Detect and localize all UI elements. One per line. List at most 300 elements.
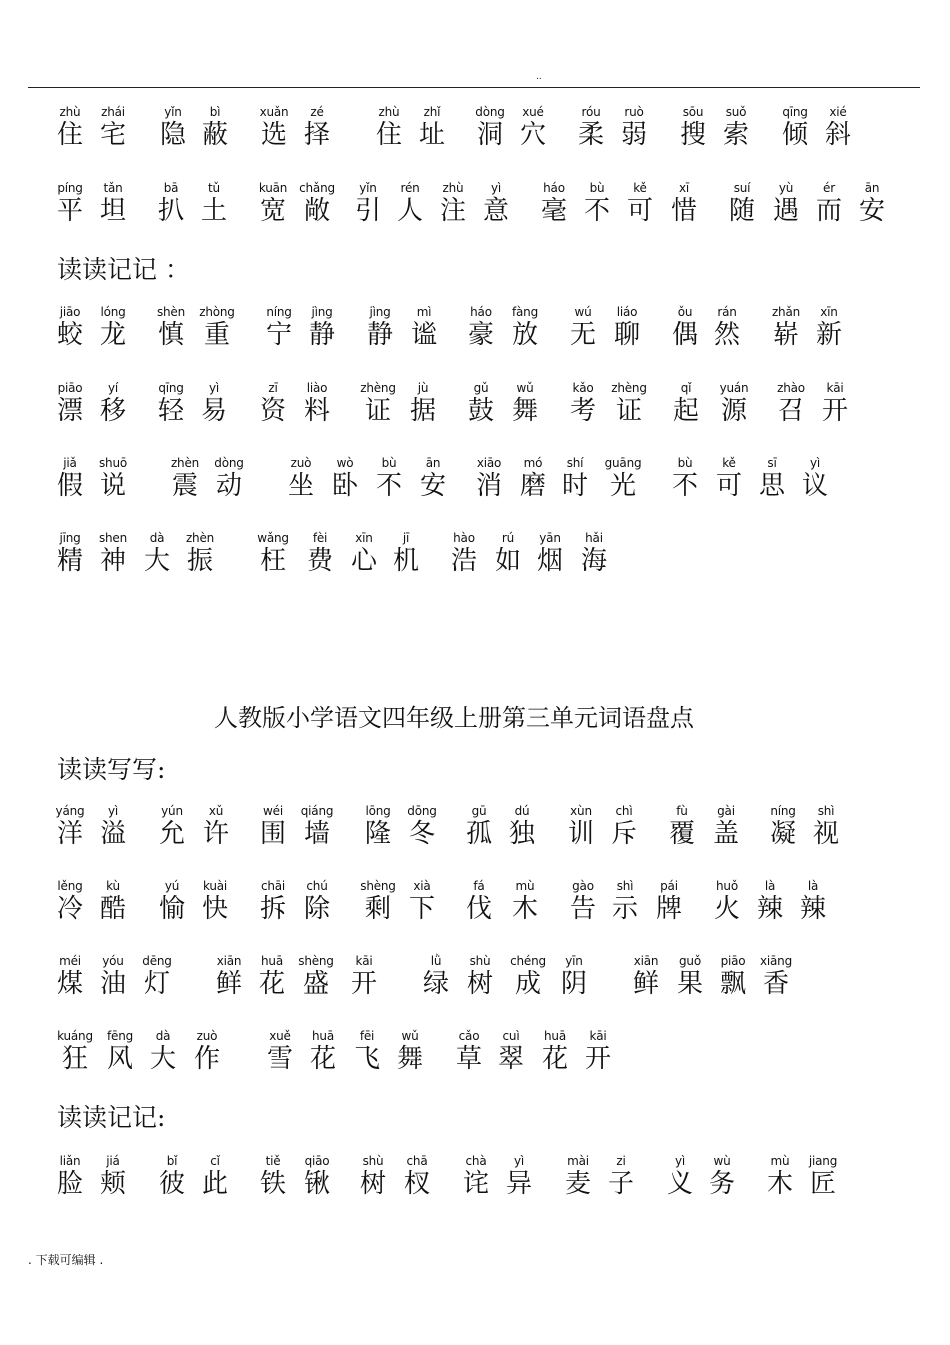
pinyin: zhǎn	[771, 305, 801, 319]
hanzi: 住	[56, 120, 83, 150]
char-cell	[511, 104, 555, 150]
char-cell	[401, 380, 445, 426]
char-cell	[193, 104, 237, 150]
pinyin: qǐ	[680, 381, 692, 395]
hanzi: 舞	[511, 396, 538, 426]
char-cell	[758, 1153, 802, 1199]
hanzi: 诧	[462, 1169, 489, 1199]
pinyin: píng	[57, 181, 83, 195]
pinyin: chú	[306, 879, 328, 893]
char-cell	[207, 953, 251, 999]
char-cell	[91, 304, 135, 350]
char-cell	[500, 803, 544, 849]
hanzi: 倾	[781, 120, 808, 150]
char-cell	[553, 455, 597, 501]
char-cell	[207, 455, 251, 501]
char-cell	[459, 304, 503, 350]
char-cell	[48, 455, 92, 501]
unit-title: 人教版小学语文四年级上册第三单元词语盘点	[214, 704, 694, 732]
char-cell	[764, 180, 808, 226]
pinyin: zé	[310, 105, 324, 119]
hanzi: 遇	[772, 196, 799, 226]
hanzi: 牌	[655, 894, 682, 924]
pinyin: liào	[306, 381, 328, 395]
pinyin: huǒ	[716, 879, 738, 893]
char-cell	[497, 1153, 541, 1199]
char-cell	[279, 455, 323, 501]
hanzi: 注	[439, 196, 466, 226]
char-cell	[91, 380, 135, 426]
pinyin: ǒu	[677, 305, 693, 319]
hanzi: 龙	[99, 320, 126, 350]
char-cell	[295, 803, 339, 849]
char-cell	[345, 1028, 389, 1074]
hanzi: 静	[308, 320, 335, 350]
pinyin: kù	[106, 879, 120, 893]
pinyin: xué	[522, 105, 544, 119]
hanzi: 告	[569, 894, 596, 924]
pinyin: tǎn	[103, 181, 123, 195]
char-cell	[705, 878, 749, 924]
char-cell	[195, 304, 239, 350]
char-cell	[658, 1153, 702, 1199]
pinyin: fēng	[106, 1029, 134, 1043]
pinyin: kāi	[826, 381, 844, 395]
pinyin: zhái	[101, 105, 125, 119]
hanzi: 聊	[613, 320, 640, 350]
pinyin: mài	[567, 1154, 589, 1168]
char-cell	[761, 803, 805, 849]
hanzi: 人	[396, 196, 423, 226]
char-cell	[295, 878, 339, 924]
hanzi: 大	[143, 546, 170, 576]
char-cell	[599, 1153, 643, 1199]
pinyin: lěng	[57, 879, 83, 893]
char-cell	[467, 455, 511, 501]
hanzi: 斜	[824, 120, 851, 150]
char-cell	[711, 953, 755, 999]
char-cell	[185, 1028, 229, 1074]
pinyin: yān	[539, 531, 561, 545]
pinyin: lǜ	[430, 954, 442, 968]
hanzi: 孤	[465, 819, 492, 849]
pinyin: mù	[770, 1154, 790, 1168]
char-cell	[707, 455, 751, 501]
pinyin: bù	[589, 181, 605, 195]
pinyin: kāi	[355, 954, 373, 968]
hanzi: 择	[303, 120, 330, 150]
char-cell	[813, 380, 857, 426]
char-cell	[474, 180, 518, 226]
pinyin: tiě	[265, 1154, 281, 1168]
hanzi: 慎	[157, 320, 184, 350]
hanzi: 草	[455, 1044, 482, 1074]
pinyin: yóu	[102, 954, 124, 968]
hanzi: 静	[366, 320, 393, 350]
hanzi: 弱	[620, 120, 647, 150]
pinyin: dú	[514, 804, 530, 818]
char-cell	[295, 180, 339, 226]
word-row	[0, 1028, 950, 1078]
pinyin: cuì	[502, 1029, 520, 1043]
hanzi: 风	[106, 1044, 133, 1074]
hanzi: 辣	[756, 894, 783, 924]
pinyin: níng	[266, 305, 292, 319]
pinyin: wò	[336, 456, 354, 470]
footer-note: . 下载可编辑 .	[28, 1253, 104, 1267]
pinyin: là	[764, 879, 776, 893]
hanzi: 然	[713, 320, 740, 350]
char-cell	[791, 878, 835, 924]
char-cell	[807, 180, 851, 226]
pinyin: xīn	[355, 531, 373, 545]
hanzi: 料	[303, 396, 330, 426]
pinyin: fèi	[312, 531, 328, 545]
pinyin: xī	[678, 181, 690, 195]
hanzi: 斥	[610, 819, 637, 849]
char-cell	[91, 878, 135, 924]
hanzi: 选	[260, 120, 287, 150]
char-cell	[251, 878, 295, 924]
char-cell	[178, 530, 222, 576]
hanzi: 神	[99, 546, 126, 576]
pinyin: chāi	[260, 879, 286, 893]
pinyin: wù	[713, 1154, 731, 1168]
char-cell	[569, 104, 613, 150]
char-cell	[251, 530, 295, 576]
hanzi: 杈	[403, 1169, 430, 1199]
char-cell	[342, 953, 386, 999]
pinyin: yù	[778, 181, 794, 195]
hanzi: 拆	[259, 894, 286, 924]
word-row	[0, 530, 950, 580]
char-cell	[150, 878, 194, 924]
hanzi: 木	[766, 1169, 793, 1199]
char-cell	[295, 380, 339, 426]
char-cell	[193, 1153, 237, 1199]
hanzi: 雪	[266, 1044, 293, 1074]
hanzi: 重	[203, 320, 230, 350]
char-cell	[149, 180, 193, 226]
pinyin: ér	[823, 181, 835, 195]
pinyin: jiang	[808, 1154, 838, 1168]
hanzi: 如	[494, 546, 521, 576]
char-cell	[618, 180, 662, 226]
hanzi: 鼓	[467, 396, 494, 426]
char-cell	[48, 304, 92, 350]
pinyin: piāo	[720, 954, 746, 968]
char-cell	[402, 304, 446, 350]
hanzi: 议	[801, 471, 828, 501]
pinyin: dōng	[407, 804, 437, 818]
char-cell	[664, 380, 708, 426]
char-cell	[793, 455, 837, 501]
hanzi: 蛟	[56, 320, 83, 350]
hanzi: 冷	[56, 894, 83, 924]
hanzi: 土	[200, 196, 227, 226]
pinyin: mì	[416, 305, 432, 319]
hanzi: 锹	[303, 1169, 330, 1199]
pinyin: piāo	[57, 381, 83, 395]
char-cell	[457, 803, 501, 849]
pinyin: qīng	[158, 381, 184, 395]
pinyin: ān	[864, 181, 880, 195]
char-cell	[300, 304, 344, 350]
char-cell	[192, 180, 236, 226]
char-cell	[91, 953, 135, 999]
hanzi: 洞	[476, 120, 503, 150]
pinyin: dēng	[142, 954, 172, 968]
pinyin: gǔ	[473, 381, 489, 395]
hanzi: 扒	[157, 196, 184, 226]
char-cell	[647, 878, 691, 924]
pinyin: yì	[513, 1154, 525, 1168]
pinyin: xuǎn	[259, 105, 289, 119]
word-row	[0, 104, 950, 154]
char-cell	[572, 530, 616, 576]
pinyin: bǐ	[166, 1154, 178, 1168]
pinyin: lóng	[100, 305, 126, 319]
pinyin: dòng	[214, 456, 244, 470]
pinyin: rén	[400, 181, 420, 195]
pinyin: xiān	[216, 954, 242, 968]
pinyin: jiāo	[59, 305, 81, 319]
char-cell	[601, 455, 645, 501]
pinyin: sōu	[682, 105, 704, 119]
hanzi: 允	[158, 819, 185, 849]
hanzi: 花	[309, 1044, 336, 1074]
char-cell	[414, 953, 458, 999]
pinyin: xiāo	[476, 456, 502, 470]
hanzi: 可	[715, 471, 742, 501]
pinyin: zhù	[442, 181, 464, 195]
char-cell	[754, 953, 798, 999]
hanzi: 易	[200, 396, 227, 426]
hanzi: 光	[609, 471, 636, 501]
char-cell	[559, 803, 603, 849]
char-cell	[612, 104, 656, 150]
char-cell	[489, 1028, 533, 1074]
pinyin: chā	[406, 1154, 428, 1168]
char-cell	[528, 530, 572, 576]
hanzi: 思	[758, 471, 785, 501]
pinyin: háo	[470, 305, 492, 319]
hanzi: 说	[99, 471, 126, 501]
hanzi: 坐	[287, 471, 314, 501]
pinyin: qiāo	[304, 1154, 330, 1168]
char-cell	[388, 180, 432, 226]
char-cell	[351, 1153, 395, 1199]
char-cell	[457, 878, 501, 924]
pinyin: wǔ	[401, 1029, 419, 1043]
char-cell	[714, 104, 758, 150]
pinyin: zhù	[378, 105, 400, 119]
pinyin: yǐn	[359, 181, 377, 195]
hanzi: 花	[258, 969, 285, 999]
hanzi: 宽	[259, 196, 286, 226]
hanzi: 可	[626, 196, 653, 226]
hanzi: 酷	[99, 894, 126, 924]
pinyin: zhèn	[185, 531, 215, 545]
hanzi: 枉	[259, 546, 286, 576]
pinyin: hǎi	[585, 531, 603, 545]
pinyin: gài	[717, 804, 735, 818]
pinyin: mù	[515, 879, 535, 893]
hanzi: 麦	[564, 1169, 591, 1199]
pinyin: wǔ	[516, 381, 534, 395]
char-cell	[91, 530, 135, 576]
char-cell	[48, 104, 92, 150]
hanzi: 阴	[560, 969, 587, 999]
char-cell	[388, 1028, 432, 1074]
char-cell	[400, 803, 444, 849]
char-cell	[506, 953, 550, 999]
char-cell	[193, 878, 237, 924]
hanzi: 蔽	[201, 120, 228, 150]
char-cell	[533, 1028, 577, 1074]
pinyin: yì	[107, 804, 119, 818]
hanzi: 浩	[450, 546, 477, 576]
char-cell	[575, 180, 619, 226]
header-rule	[28, 87, 920, 88]
hanzi: 飞	[353, 1044, 380, 1074]
pinyin: yì	[490, 181, 502, 195]
pinyin: rán	[717, 305, 737, 319]
pinyin: xǔ	[208, 804, 224, 818]
hanzi: 新	[815, 320, 842, 350]
pinyin: fàng	[511, 305, 538, 319]
hanzi: 香	[762, 969, 789, 999]
hanzi: 剩	[364, 894, 391, 924]
hanzi: 作	[193, 1044, 220, 1074]
hanzi: 灯	[143, 969, 170, 999]
pinyin: qiáng	[300, 804, 334, 818]
hanzi: 安	[419, 471, 446, 501]
pinyin: shèn	[156, 305, 186, 319]
pinyin: kě	[722, 456, 736, 470]
pinyin: là	[807, 879, 819, 893]
pinyin: guāng	[604, 456, 642, 470]
hanzi: 时	[561, 471, 588, 501]
pinyin: bù	[677, 456, 693, 470]
pinyin: yǐn	[164, 105, 182, 119]
hanzi: 煤	[56, 969, 83, 999]
pinyin: fēi	[359, 1029, 375, 1043]
char-cell	[605, 304, 649, 350]
char-cell	[704, 803, 748, 849]
pinyin: shèng	[298, 954, 334, 968]
hanzi: 覆	[668, 819, 695, 849]
char-cell	[258, 1028, 302, 1074]
pinyin: zi	[616, 1154, 626, 1168]
pinyin: chéng	[510, 954, 546, 968]
hanzi: 果	[676, 969, 703, 999]
char-cell	[603, 878, 647, 924]
word-row	[0, 1153, 950, 1203]
pinyin: zhù	[59, 105, 81, 119]
char-cell	[705, 304, 749, 350]
char-cell	[251, 380, 295, 426]
char-cell	[135, 530, 179, 576]
hanzi: 柔	[577, 120, 604, 150]
pinyin: zhòng	[199, 305, 235, 319]
hanzi: 大	[149, 1044, 176, 1074]
char-cell	[410, 104, 454, 150]
hanzi: 凝	[769, 819, 796, 849]
hanzi: 索	[722, 120, 749, 150]
hanzi: 开	[350, 969, 377, 999]
pinyin: xié	[829, 105, 847, 119]
char-cell	[149, 380, 193, 426]
char-cell	[511, 455, 555, 501]
pinyin: zhèng	[360, 381, 396, 395]
hanzi: 证	[364, 396, 391, 426]
hanzi: 匠	[809, 1169, 836, 1199]
hanzi: 铁	[259, 1169, 286, 1199]
char-cell	[150, 803, 194, 849]
char-cell	[135, 953, 179, 999]
pinyin: shèng	[360, 879, 396, 893]
pinyin: suí	[733, 181, 751, 195]
pinyin: jiǎ	[63, 456, 77, 470]
pinyin: huā	[261, 954, 283, 968]
char-cell	[298, 530, 342, 576]
char-cell	[662, 180, 706, 226]
char-cell	[251, 803, 295, 849]
hanzi: 舞	[396, 1044, 423, 1074]
hanzi: 敞	[303, 196, 330, 226]
hanzi: 烟	[536, 546, 563, 576]
char-cell	[624, 953, 668, 999]
pinyin: suǒ	[725, 105, 747, 119]
char-cell	[764, 304, 808, 350]
char-cell	[850, 180, 894, 226]
char-cell	[356, 803, 400, 849]
pinyin: kuài	[202, 879, 228, 893]
pinyin: gào	[572, 879, 594, 893]
hanzi: 安	[858, 196, 885, 226]
hanzi: 快	[201, 894, 228, 924]
hanzi: 隐	[159, 120, 186, 150]
pinyin: shí	[566, 456, 584, 470]
char-cell	[358, 304, 402, 350]
pinyin: xùn	[570, 804, 592, 818]
char-cell	[447, 1028, 491, 1074]
hanzi: 移	[99, 396, 126, 426]
word-row	[0, 455, 950, 505]
char-cell	[48, 180, 92, 226]
pinyin: wǎng	[257, 531, 289, 545]
char-cell	[251, 180, 295, 226]
char-cell	[663, 455, 707, 501]
pinyin: róu	[581, 105, 601, 119]
pinyin: liǎn	[59, 1154, 81, 1168]
hanzi: 子	[607, 1169, 634, 1199]
hanzi: 隆	[364, 819, 391, 849]
pinyin: bì	[209, 105, 221, 119]
pinyin: kǎo	[572, 381, 594, 395]
pinyin: huā	[312, 1029, 334, 1043]
hanzi: 址	[418, 120, 445, 150]
pinyin: qīng	[782, 105, 808, 119]
char-cell	[151, 104, 195, 150]
hanzi: 墙	[303, 819, 330, 849]
pinyin: yún	[161, 804, 183, 818]
pinyin: gū	[471, 804, 487, 818]
pinyin: shuō	[98, 456, 127, 470]
pinyin: yuán	[719, 381, 749, 395]
pinyin: zuò	[290, 456, 312, 470]
